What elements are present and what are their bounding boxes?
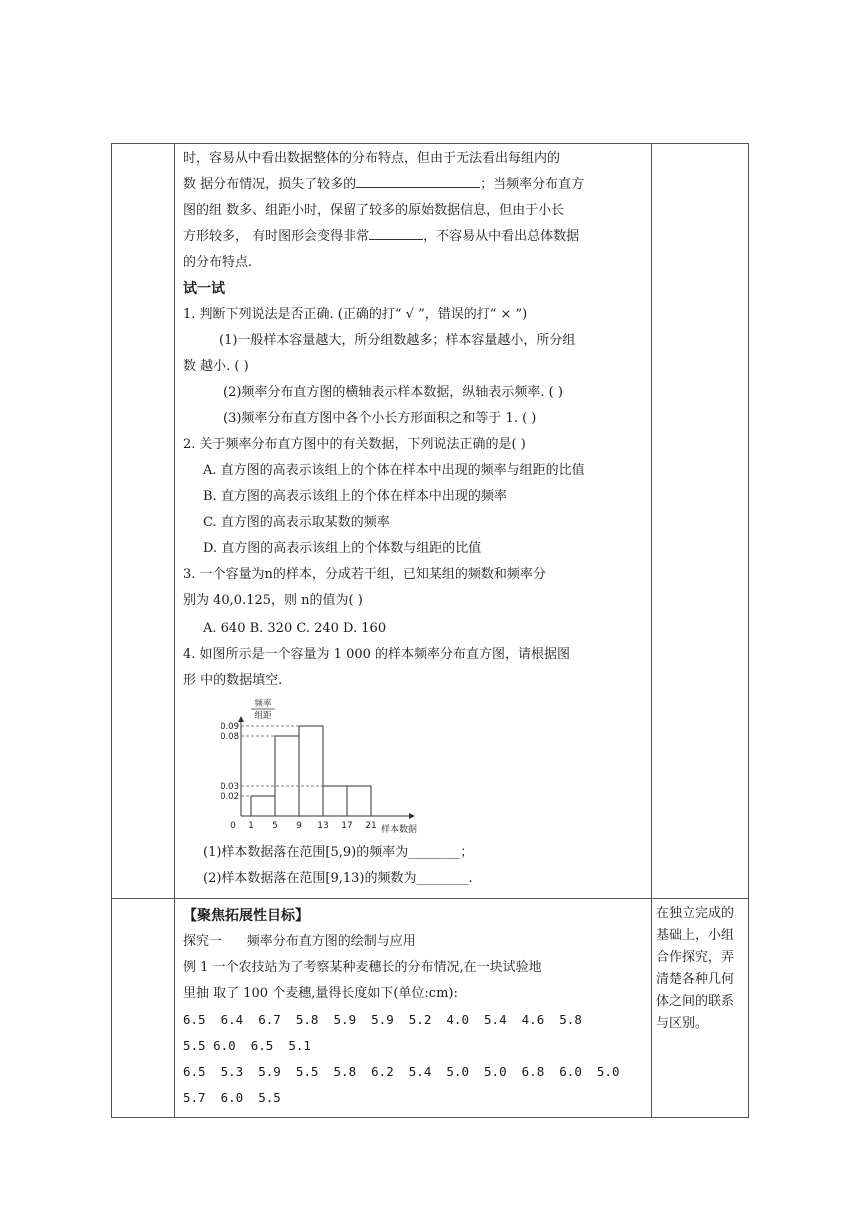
table-row (112, 899, 749, 1118)
question-3-cont: 别为 40,0.125，则 n的值为( ) (183, 593, 363, 608)
question-1-3: (3)频率分布直方图中各个小长方形面积之和等于 1. ( ) (223, 411, 537, 426)
question-3-options: A. 640 B. 320 C. 240 D. 160 (203, 621, 387, 636)
question-1-2: (2)频率分布直方图的横轴表示样本数据，纵轴表示频率. ( ) (223, 385, 563, 400)
data-line: 5.5 6.0 6.5 5.1 (183, 1038, 311, 1053)
text-line: 数 据分布情况，损失了较多的 ；当频率分布直方 (183, 172, 647, 198)
histogram-bar (275, 736, 299, 816)
left-cell (112, 144, 175, 899)
question-4-cont: 形 中的数据填空. (183, 673, 283, 688)
option-b: B. 直方图的高表示该组上的个体在样本中出现的频率 (203, 489, 507, 504)
histogram-bar (323, 786, 347, 816)
data-line: 6.5 6.4 6.7 5.8 5.9 5.9 5.2 4.0 5.4 4.6 5.8 (183, 1012, 582, 1027)
data-line: 6.5 5.3 5.9 5.5 5.8 6.2 5.4 5.0 5.0 6.8 6.0 5.0 (183, 1064, 620, 1079)
example-1-cont: 里抽 取了 100 个麦穗,量得长度如下(单位:cm): (183, 986, 458, 1001)
option-c: C. 直方图的高表示取某数的频率 (203, 515, 390, 530)
data-line: 5.7 6.0 5.5 (183, 1090, 281, 1105)
question-1-1: (1)一般样本容量越大，所分组数越多；样本容量越小，所分组 (219, 333, 576, 348)
y-axis-label-bottom: 组距 (254, 711, 272, 721)
text-line: 图的组 数多、组距小时，保留了较多的原始数据信息，但由于小长 (183, 203, 565, 218)
text-line: 的分布特点. (183, 255, 253, 270)
question-4-2: (2)样本数据落在范围[9,13)的频数为________. (203, 871, 473, 886)
question-3: 3. 一个容量为n的样本，分成若干组，已知某组的频数和频率分 (183, 567, 546, 582)
answer-blank (369, 225, 423, 240)
y-tick-label: 0.03 (221, 782, 239, 792)
histogram-bar (347, 786, 371, 816)
x-tick-label: 21 (365, 821, 377, 831)
explore-title: 探究一 频率分布直方图的绘制与应用 (183, 934, 416, 949)
histogram-bar (251, 796, 275, 816)
x-axis-label: 样本数据 (380, 825, 418, 835)
answer-blank (356, 173, 480, 188)
histogram-chart (221, 698, 431, 836)
content-cell (175, 144, 652, 899)
x-tick-label: 9 (296, 821, 302, 831)
x-tick-label: 17 (341, 821, 353, 831)
y-tick-label: 0.09 (221, 722, 239, 732)
question-1-1-cont: 数 越小. ( ) (183, 359, 249, 374)
side-note: 在独立完成的基础上，小组合作探究，弄清楚各种几何体之间的联系与区别。 (656, 906, 735, 1031)
question-1: 1. 判断下列说法是否正确. (正确的打“ √ ”，错误的打“ × ”) (183, 307, 528, 322)
right-cell (652, 144, 749, 899)
table-row (112, 144, 749, 899)
content-cell (175, 899, 652, 1118)
left-cell (112, 899, 175, 1118)
option-a: A. 直方图的高表示该组上的个体在样本中出现的频率与组距的比值 (203, 463, 585, 478)
text-line: 方形较多， 有时图形会变得非常 ，不容易从中看出总体数据 (183, 224, 647, 250)
y-tick-label: 0.02 (221, 792, 239, 802)
section-heading: 【聚焦拓展性目标】 (183, 908, 309, 924)
example-1: 例 1 一个农技站为了考察某种麦穗长的分布情况,在一块试验地 (183, 960, 542, 975)
question-4-1: (1)样本数据落在范围[5,9)的频率为________； (203, 845, 474, 860)
question-4: 4. 如图所示是一个容量为 1 000 的样本频率分布直方图，请根据图 (183, 647, 571, 662)
note-cell (652, 899, 749, 1118)
lesson-table (111, 143, 749, 1118)
x-tick-label: 1 (248, 821, 254, 831)
x-tick-label: 5 (272, 821, 278, 831)
histogram-svg (221, 698, 431, 836)
histogram-bar (299, 726, 323, 816)
text-line: 时，容易从中看出数据整体的分布特点，但由于无法看出每组内的 (183, 151, 561, 166)
y-axis-label-top: 频率 (254, 699, 272, 709)
origin-label: 0 (230, 821, 236, 831)
try-heading: 试一试 (183, 281, 225, 297)
option-d: D. 直方图的高表示该组上的个体数与组距的比值 (203, 541, 482, 556)
x-tick-label: 13 (317, 821, 329, 831)
y-tick-label: 0.08 (221, 732, 239, 742)
x-axis-arrow (409, 813, 415, 819)
question-2: 2. 关于频率分布直方图中的有关数据，下列说法正确的是( ) (183, 437, 526, 452)
